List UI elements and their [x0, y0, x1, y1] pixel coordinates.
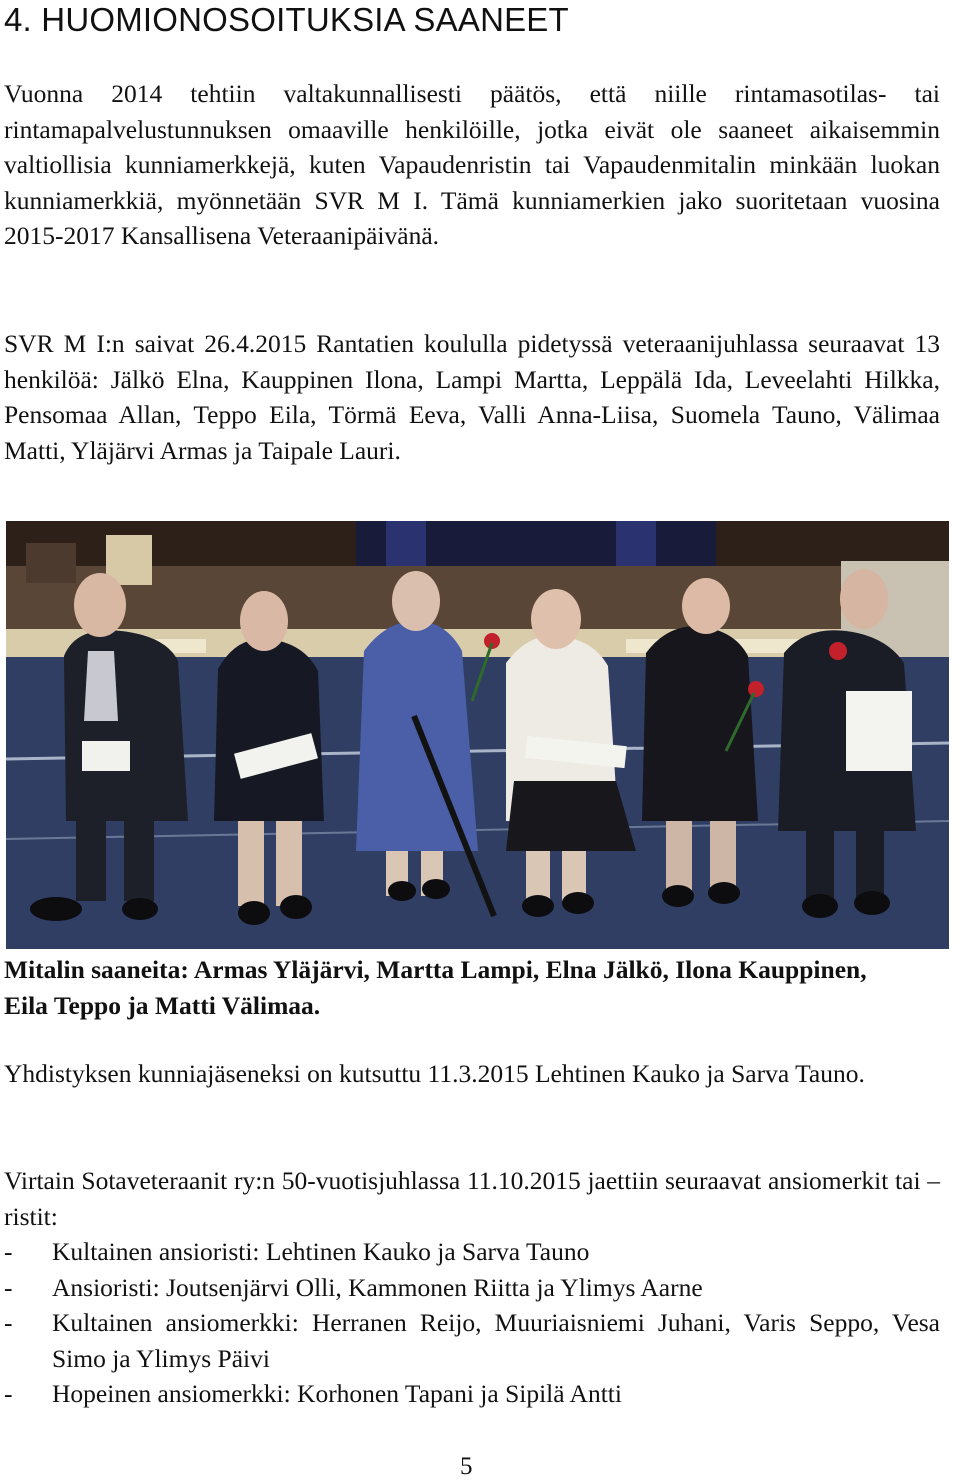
honorary-members-paragraph: Yhdistyksen kunniajäseneksi on kutsuttu 11.3.2015 Lehtinen Kauko ja Sarva Tauno. [4, 1059, 865, 1088]
recipients-paragraph: SVR M I:n saivat 26.4.2015 Rantatien koululla pidetyssä veteraanijuhlassa seuraavat 13 henkilöä: Jälkö Elna, Kauppinen Ilona, Lampi Martta, Leppälä Ida, Leveelahti Hilkka, Pensomaa Allan, Teppo Eila, Törmä Eeva, Valli Anna-Liisa, Suomela Tauno, Välimaa Matti, Yläjärvi Armas ja Taipale Lauri. [4, 329, 940, 465]
list-dash: - [4, 1379, 13, 1409]
photo-caption: Mitalin saaneita: Armas Yläjärvi, Martta Lampi, Elna Jälkö, Ilona Kauppinen, Eila Teppo ja Matti Välimaa. [4, 955, 867, 1020]
list-item-text: Kultainen ansioristi: Lehtinen Kauko ja Sarva Tauno [52, 1237, 590, 1266]
list-item-text: Kultainen ansiomerkki: Herranen Reijo, Muuriaisniemi Juhani, Varis Seppo, Vesa Simo ja Ylimys Päivi [52, 1308, 940, 1373]
intro-paragraph: Vuonna 2014 tehtiin valtakunnallisesti päätös, että niille rintamasotilas- tai rintamapalvelustunnuksen omaaville henkilöille, jotka eivät ole saaneet aikaisemmin valtiollisia kunniamerkkejä, kuten Vapaudenristin tai Vapaudenmitalin minkään luokan kunniamerkkiä, myönnetään SVR M I. Tämä kunniamerkien jako suoritetaan vuosina 2015-2017 Kansallisena Veteraanipäivänä. [4, 79, 940, 251]
list-item-text: Hopeinen ansiomerkki: Korhonen Tapani ja Sipilä Antti [52, 1379, 622, 1409]
list-item [4, 1305, 940, 1376]
list-dash: - [4, 1237, 13, 1266]
awards-list [4, 1234, 940, 1412]
list-item-text: Ansioristi: Joutsenjärvi Olli, Kammonen Riitta ja Ylimys Aarne [52, 1272, 703, 1302]
list-dash: - [4, 1272, 13, 1302]
section-heading: 4. HUOMIONOSOITUKSIA SAANEET [4, 1, 569, 38]
list-dash: - [4, 1308, 13, 1338]
page-number: 5 [460, 1453, 473, 1480]
awards-paragraph: Virtain Sotaveteraanit ry:n 50-vuotisjuhlassa 11.10.2015 jaettiin seuraavat ansiomerkit tai –ristit: [4, 1166, 940, 1231]
list-item [4, 1376, 940, 1412]
list-item [4, 1234, 940, 1270]
group-photo [6, 521, 949, 949]
list-item [4, 1270, 940, 1306]
